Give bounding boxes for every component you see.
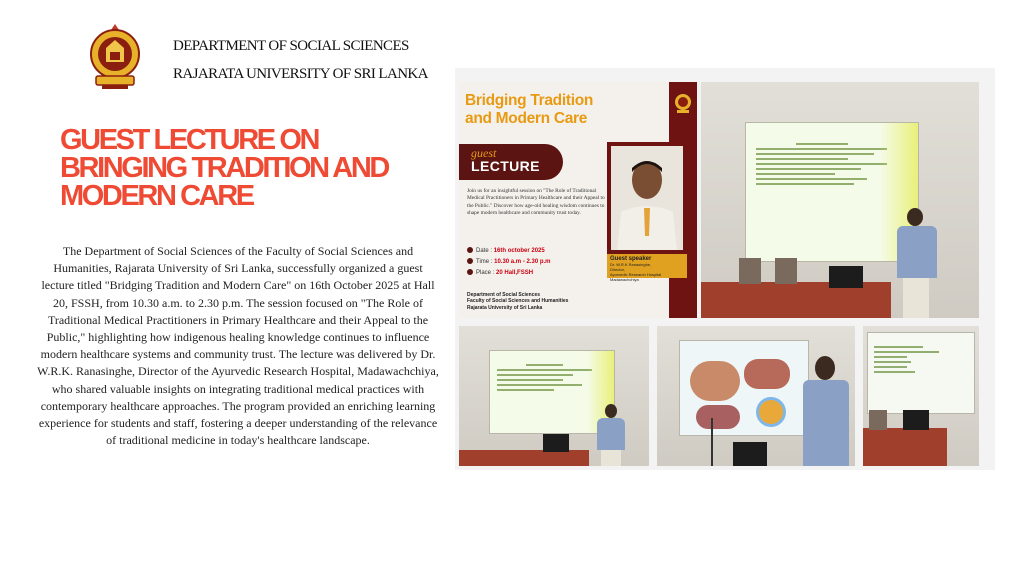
poster-footer	[467, 292, 568, 311]
poster-date-value: 16th october 2025	[493, 248, 545, 254]
poster-speaker-org: Ayurvedic Research Hospital Madawachchiya	[610, 272, 662, 282]
location-icon	[467, 269, 473, 275]
photo-collage	[455, 68, 995, 470]
university-logo	[88, 22, 142, 90]
poster-speaker-heading: Guest speaker	[610, 256, 652, 262]
poster-title-line-1: Bridging Tradition	[465, 92, 594, 109]
poster-footer-line-3: Rajarata University of Sri Lanka	[467, 304, 543, 311]
poster-speaker-name: Dr. W.R.K Ranasinghe,	[610, 262, 652, 267]
poster-footer-line-2: Faculty of Social Sciences and Humanities	[467, 298, 569, 305]
poster-lecture-word: LECTURE	[471, 158, 540, 174]
poster-title-line-2: and Modern Care	[465, 110, 588, 127]
clock-icon	[467, 258, 473, 264]
poster-time-value: 10.30 a.m - 2.30 p.m	[494, 259, 551, 265]
poster-footer-line-1: Department of Social Sciences	[467, 292, 541, 298]
title-line-3: MODERN CARE	[60, 180, 253, 212]
poster-date-label: Date :	[476, 248, 493, 254]
title-line-2: BRINGING TRADITION AND	[60, 152, 388, 184]
poster-event-info	[467, 246, 551, 279]
lecture-photo-3	[657, 326, 855, 466]
event-description: The Department of Social Sciences of the Faculty of Social Sciences and Humanities, Rajarata University of Sri Lanka, successfully organized a guest lecture titled "Bridging Tradition and Modern Care" on 16th October 2025 at Hall 20, FSSH, from 10.30 a.m. to 2.30 p.m. The session focused on "The Role of Traditional Medical Practitioners in Primary Healthcare and their Appeal to the Public," highlighting how indigenous healing knowledge continues to influence modern healthcare systems and community trust. The lecture was delivered by Dr. W.R.K. Ranasinghe, Director of the Ayurvedic Research Hospital, Madawachchiya, who shared valuable insights on integrating traditional medical practices with contemporary healthcare approaches. The program provided an enriching learning experience for students and staff, fostering a deeper understanding of the relevance of traditional medicine in today's healthcare landscape.	[37, 244, 439, 448]
calendar-icon	[467, 247, 473, 253]
lecture-photo-2	[459, 326, 649, 466]
poster-guest-lecture-banner	[459, 144, 563, 180]
poster-speaker-box	[607, 254, 687, 282]
lecture-photo-1	[701, 82, 979, 318]
poster-speaker-title: Director,	[610, 267, 625, 272]
poster-logo-icon	[674, 92, 692, 114]
page-title	[60, 126, 460, 210]
university-name: RAJARATA UNIVERSITY OF SRI LANKA	[173, 66, 428, 82]
title-line-1: GUEST LECTURE ON	[60, 124, 319, 156]
event-poster	[459, 82, 697, 318]
poster-guest-word: guest	[471, 146, 497, 160]
poster-time-label: Time :	[476, 259, 493, 265]
speaker-photo	[607, 142, 687, 254]
poster-place-value: 20 Hall,FSSH	[496, 270, 534, 276]
poster-title	[465, 92, 593, 128]
department-name: DEPARTMENT OF SOCIAL SCIENCES	[173, 38, 409, 54]
poster-place-label: Place :	[476, 270, 495, 276]
lecture-photo-4	[863, 326, 979, 466]
poster-description: Join us for an insightful session on "The Role of Traditional Medical Practitioners in Primary Healthcare and their Appeal to the Public." Discover how age-old healing wisdom continues to shape modern healthcare and community trust today.	[467, 188, 605, 217]
